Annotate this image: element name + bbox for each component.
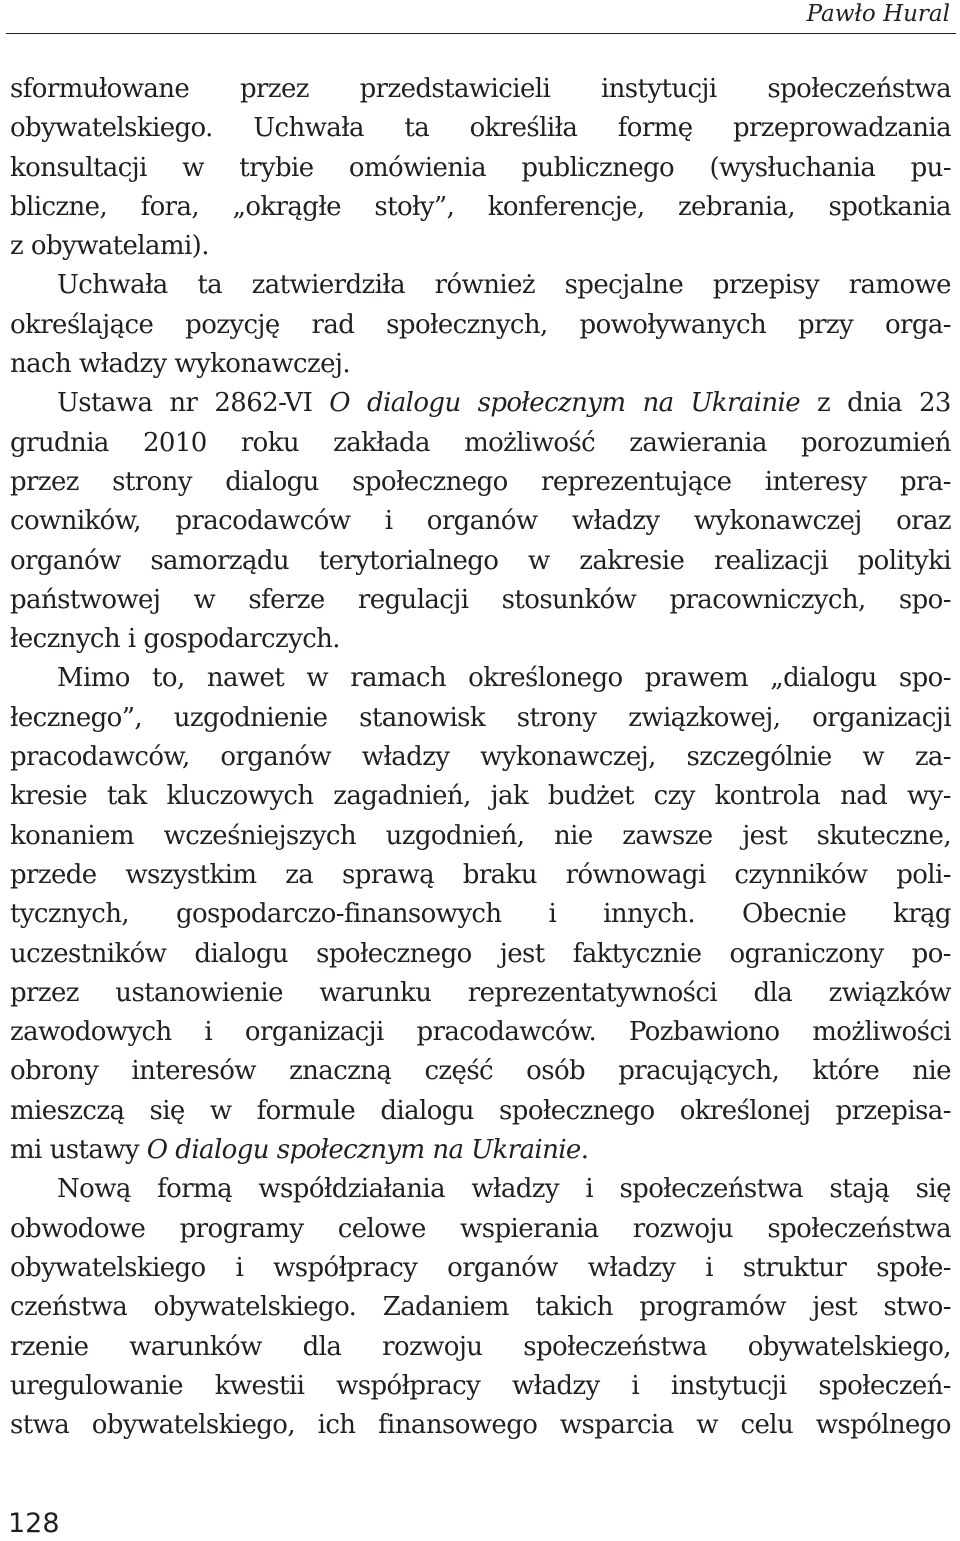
word: zawodowych [10,1017,172,1048]
word: organizacji [244,1017,384,1048]
word: instytucji [670,1370,787,1401]
paragraph [10,1170,951,1445]
word: spo- [898,663,951,694]
word: mi [10,1135,42,1166]
paragraph [10,70,951,266]
word: w [182,152,204,183]
text-line [10,1170,951,1209]
word: społecznym [276,1135,425,1166]
word: obywatelskiego. [153,1292,357,1323]
word: jest [742,820,788,851]
word: tycznych, [10,899,130,930]
word: organów [447,1252,558,1283]
word: organizacji [812,702,951,733]
word: regulacji [357,584,469,615]
word: państwowej [10,584,161,615]
word: reprezentujące [541,466,732,497]
word: wspierania [460,1213,599,1244]
word: uzgodnienie [173,702,328,733]
word: finansowego [378,1410,538,1441]
word: pra- [900,466,951,497]
word: kresie [10,781,88,812]
word: w [306,663,328,694]
word: Uchwała [253,113,364,144]
text-line [10,699,951,738]
word: znaczną [289,1056,392,1087]
word: społeczeństwa [767,1213,951,1244]
word: ta [404,113,430,144]
word: nr [169,388,198,419]
text-line [10,109,951,148]
text-line [10,1328,951,1367]
text-line [10,738,951,777]
paragraph [10,266,951,384]
paragraph [10,659,951,1170]
word: łecznego”, [10,702,143,733]
word: społecznego [499,1095,655,1126]
word: określonego [468,663,623,694]
word: zatwierdziła [251,270,406,301]
word: wykonawczej, [480,742,656,773]
word: współpracy [273,1252,418,1283]
text-line [10,620,951,659]
word: strony [112,466,192,497]
word: trybie [239,152,314,183]
word: i [705,1252,713,1283]
word: i [384,506,393,537]
word: w [209,1095,232,1126]
word: strony [516,702,597,733]
word: wspólnego [815,1410,951,1441]
word: możliwość [464,427,596,458]
word: społeczeń- [818,1370,951,1401]
word: poli- [896,859,951,890]
word: cowników, [10,506,141,537]
word: spo- [898,584,951,615]
word: ograniczony [729,938,884,969]
word: innych. [603,899,696,930]
word: pozycję [185,309,280,340]
word: stoły”, [374,191,455,222]
text-line [10,895,951,934]
word: wcześniejszych [163,820,356,851]
word: możliwości [812,1017,951,1048]
word: dla [302,1331,342,1362]
word: braku [462,859,537,890]
word: równowagi [565,859,706,890]
word: przedstawicieli [359,74,551,104]
word: część [424,1056,494,1087]
word: kluczowych [166,781,314,812]
word: nach [10,349,72,380]
word: również [434,270,535,301]
word: terytorialnego [318,545,499,576]
text-line [10,1052,951,1091]
word: formą [157,1174,233,1205]
text-line [10,424,951,463]
word: i [127,624,136,655]
text-line [10,345,951,384]
word: i [585,1174,594,1205]
word: sprawą [341,859,435,890]
word: Obecnie [741,899,847,930]
word: krąg [893,899,951,930]
word: związkowej, [628,702,781,733]
word: przez [239,74,309,104]
text-line [10,188,951,227]
word: stanowisk [359,702,486,733]
word: Uchwała [57,270,168,301]
word: dialogu [367,388,461,419]
text-line [10,1367,951,1406]
word: celu [740,1410,794,1441]
word: organów [220,742,332,773]
word: porozumień [801,427,951,458]
word: konsultacji [10,152,147,183]
word: rozwoju [632,1213,734,1244]
word: wsparcia [559,1410,674,1441]
word: uzgodnień, [385,820,525,851]
text-line [10,306,951,345]
text-line [10,974,951,1013]
word: ramowe [848,270,951,301]
word: społecznego [352,466,508,497]
word: władzy [471,1174,559,1205]
word: warunków [129,1331,262,1362]
word: mieszczą [10,1095,125,1126]
word: pu- [910,152,951,183]
word: uczestników [10,938,167,969]
word: tak [106,781,147,812]
word: i [235,1252,244,1283]
word: ustawy [49,1135,139,1166]
word: wykonawczej. [174,349,351,380]
text-line [10,1210,951,1249]
text-line [10,1288,951,1327]
word: nad [840,781,888,812]
word: przez [10,977,79,1008]
word: sformułowane [10,74,190,104]
word: wykonawczej [693,506,862,537]
word: dialogu [175,1135,269,1166]
word: czy [653,781,695,812]
word: współpracy [336,1370,481,1401]
word: związków [828,977,951,1008]
word: pracujących, [618,1056,780,1087]
word: osób [526,1056,586,1087]
word: zawierania [629,427,767,458]
word: gospodarczo-finansowych [175,899,502,930]
word: czeństwa [10,1292,128,1323]
word: (wysłuchania [709,152,876,183]
word: obywatelskiego, [747,1331,951,1362]
word: które [812,1056,880,1087]
word: O [146,1135,168,1166]
word: obywatelskiego, [91,1410,296,1441]
word: obywatelskiego [10,1252,206,1283]
word: dialogu [194,938,289,969]
word: Nową [57,1174,131,1205]
word: 2862-VI [214,388,313,419]
word: nie [912,1056,951,1087]
word: w [862,742,885,773]
word: przeprowadzania [732,113,951,144]
word: władzy [512,1370,600,1401]
word: społeczeństwa [619,1174,804,1205]
word: realizacji [713,545,829,576]
word: struktur [742,1252,847,1283]
word: dla [753,977,793,1008]
word: współdziałania [258,1174,445,1205]
word: Mimo [57,663,130,694]
word: interesów [131,1056,256,1087]
text-line [10,502,951,541]
word: roku [240,427,300,458]
text-line [10,935,951,974]
word: i [204,1017,213,1048]
word: stwo- [883,1292,951,1323]
word: konaniem [10,820,134,851]
word: społe- [876,1252,951,1283]
text-line [10,384,951,423]
word: organów [426,506,538,537]
text-line [10,70,951,109]
word: uregulowanie [10,1370,183,1401]
word: władzy [361,742,450,773]
word: i [631,1370,640,1401]
word: ramach [350,663,446,694]
word: władzy [587,1252,676,1283]
word: pracowniczych, [669,584,866,615]
word: zawsze [622,820,713,851]
word: zakresie [579,545,685,576]
word: za [285,859,314,890]
word: władzy [571,506,660,537]
word: obrony [10,1056,99,1087]
word: dialogu [225,466,319,497]
word: władzy [78,349,167,380]
word: przepisy [712,270,820,301]
word: Pozbawiono [628,1017,780,1048]
word: z [817,388,831,419]
word: orga- [884,309,951,340]
text-line [10,581,951,620]
word: omówienia [348,152,486,183]
word: „okrągłe [232,191,341,222]
text-line [10,856,951,895]
word: stają [829,1174,890,1205]
word: rozwoju [382,1331,483,1362]
text-line [10,1406,951,1445]
word: społecznym [477,388,626,419]
word: specjalne [564,270,684,301]
word: samorządu [150,545,290,576]
word: takich [535,1292,613,1323]
word: Zadaniem [382,1292,509,1323]
paragraph [10,384,951,659]
word: nie [554,820,593,851]
word: określające [10,309,154,340]
word: kwestii [214,1370,305,1401]
word: się [149,1095,185,1126]
word: jak [490,781,529,812]
word: powoływanych [579,309,767,340]
word: za- [914,742,951,773]
word: wy- [906,781,951,812]
word: Ukrainie [690,388,801,419]
word: obywatelskiego. [10,113,213,144]
word: społecznych, [386,309,548,340]
word: ustanowienie [115,977,283,1008]
word: fora, [140,191,200,222]
text-line [10,1013,951,1052]
word: grudnia [10,427,109,458]
text-line [10,1131,951,1170]
word: Ustawa [57,388,153,419]
text-line [10,817,951,856]
word: skuteczne, [816,820,951,851]
word: się [915,1174,951,1205]
text-line [10,1092,951,1131]
word: oraz [896,506,951,537]
word: społeczeństwa [523,1331,707,1362]
word: i [548,899,557,930]
word: reprezentatywności [467,977,718,1008]
word: to, [152,663,185,694]
word: sferze [248,584,325,615]
word: Ukrainie. [471,1135,589,1166]
text-line [10,777,951,816]
word: szczególnie [686,742,832,773]
word: konferencje, [487,191,645,222]
word: O [329,388,350,419]
word: 2010 [142,427,207,458]
word: instytucji [600,74,717,104]
word: celowe [337,1213,426,1244]
word: organów [10,545,121,576]
word: kontrola [714,781,821,812]
word: stosunków [501,584,637,615]
word: spotkania [828,191,951,222]
word: przy [798,309,854,340]
word: na [432,1135,464,1166]
text-line [10,1249,951,1288]
word: łecznych [10,624,121,655]
word: społecznego [316,938,472,969]
word: bliczne, [10,191,108,222]
word: programy [179,1213,304,1244]
text-line [10,542,951,581]
word: przede [10,859,97,890]
text-line [10,227,951,266]
word: przez [10,466,79,497]
word: obwodowe [10,1213,146,1244]
word: jest [812,1292,858,1323]
word: z [10,231,24,262]
word: zakłada [333,427,430,458]
word: po- [911,938,951,969]
word: warunku [319,977,432,1008]
body-text [10,70,951,1445]
word: dialogu [380,1095,474,1126]
word: przepisa- [835,1095,951,1126]
word: dnia [847,388,902,419]
word: nawet [206,663,285,694]
word: w [696,1410,718,1441]
word: stwa [10,1410,70,1441]
word: określonej [679,1095,811,1126]
word: publicznego [521,152,675,183]
word: pracodawców [175,506,351,537]
word: w [528,545,550,576]
word: zagadnień, [333,781,471,812]
word: prawem [644,663,749,694]
running-header-author: Pawło Hural [806,1,950,27]
word: określiła [469,113,578,144]
word: ta [197,270,223,301]
word: rzenie [10,1331,89,1362]
word: gospodarczych. [143,624,340,655]
text-line [10,149,951,188]
text-line [10,463,951,502]
word: formę [617,113,693,144]
word: wszystkim [125,859,257,890]
word: obywatelami). [30,231,209,262]
word: czynników [734,859,868,890]
word: faktycznie [572,938,702,969]
text-line [10,659,951,698]
word: formule [256,1095,356,1126]
text-line [10,266,951,305]
word: jest [499,938,545,969]
word: zebrania, [677,191,796,222]
word: społeczeństwa [767,74,951,104]
word: rad [311,309,355,340]
word: polityki [857,545,951,576]
word: pracodawców. [416,1017,597,1048]
word: „dialogu [770,663,877,694]
word: na [642,388,674,419]
word: w [193,584,216,615]
word: programów [639,1292,786,1323]
word: interesy [764,466,867,497]
word: 23 [918,388,951,419]
page-number: 128 [8,1508,60,1539]
word: pracodawców, [10,742,190,773]
header-rule [6,33,956,34]
word: budżet [547,781,634,812]
word: ich [317,1410,356,1441]
